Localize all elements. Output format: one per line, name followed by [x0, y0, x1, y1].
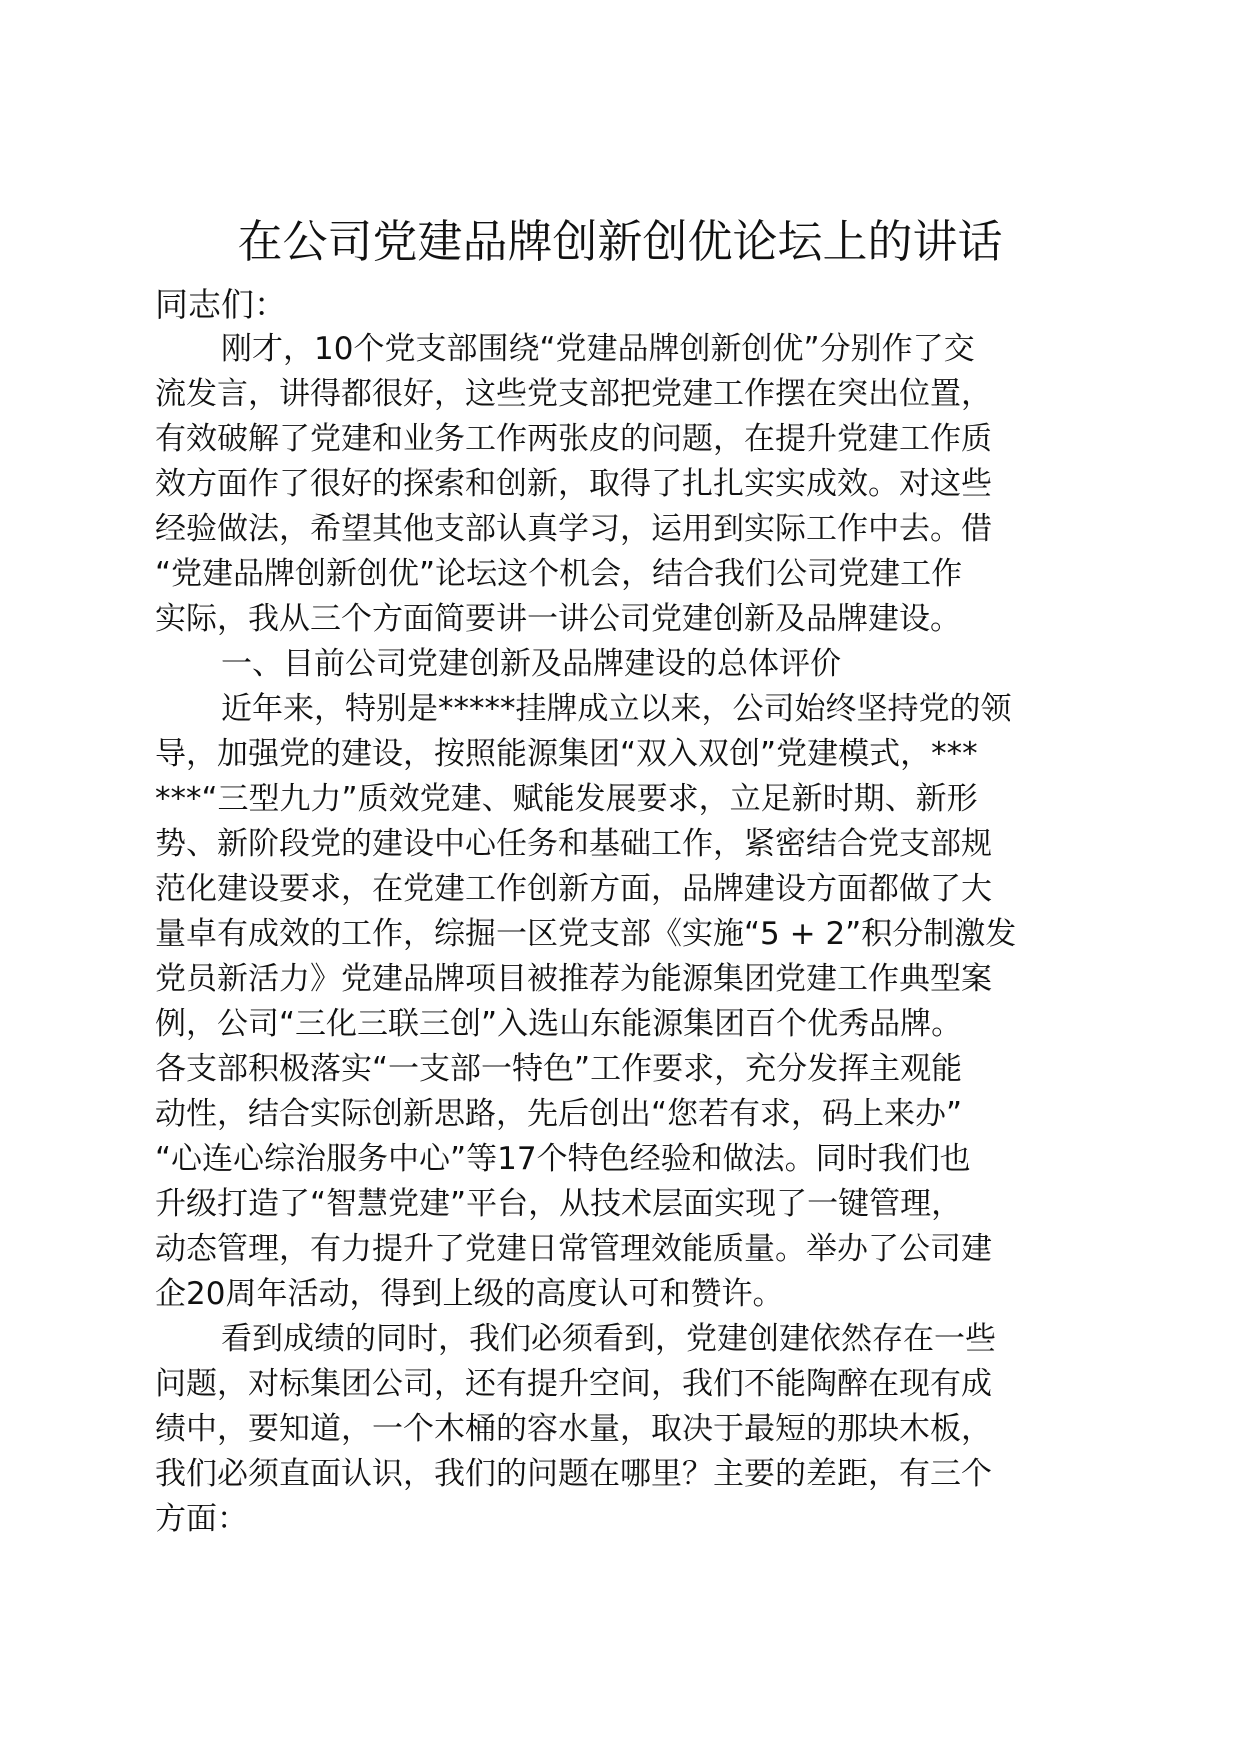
paragraph-3 [155, 1317, 1085, 1542]
paragraph-line: 动态管理，有力提升了党建日常管理效能质量。举办了公司建 [155, 1231, 992, 1267]
paragraph-line: “党建品牌创新创优”论坛这个机会，结合我们公司党建工作 [155, 556, 963, 592]
paragraph-line: 方面： [155, 1501, 248, 1537]
paragraph-2 [155, 687, 1085, 1317]
paragraph-line: 例，公司“三化三联三创”入选山东能源集团百个优秀品牌。 [155, 1006, 963, 1042]
paragraph-line: 实际，我从三个方面简要讲一讲公司党建创新及品牌建设。 [155, 601, 961, 637]
paragraph-line: 动性，结合实际创新思路，先后创出“您若有求，码上来办” [155, 1096, 963, 1132]
paragraph-line: 效方面作了很好的探索和创新，取得了扎扎实实成效。对这些 [155, 466, 992, 502]
paragraph-line: 绩中，要知道，一个木桶的容水量，取决于最短的那块木板， [155, 1411, 992, 1447]
section-heading-1: 一、目前公司党建创新及品牌建设的总体评价 [221, 646, 841, 682]
paragraph-line: 导，加强党的建设，按照能源集团“双入双创”党建模式，*** [155, 736, 978, 772]
paragraph-line: 近年来，特别是*****挂牌成立以来，公司始终坚持党的领 [221, 691, 1012, 727]
paragraph-line: 势、新阶段党的建设中心任务和基础工作，紧密结合党支部规 [155, 826, 992, 862]
paragraph-line: 流发言，讲得都很好，这些党支部把党建工作摆在突出位置， [155, 376, 992, 412]
salutation: 同志们： [155, 285, 287, 324]
paragraph-line: 量卓有成效的工作，综掘一区党支部《实施“5 + 2”积分制激发 [155, 916, 1017, 952]
paragraph-line: 企20周年活动，得到上级的高度认可和赞许。 [155, 1276, 784, 1312]
paragraph-1 [155, 327, 1085, 642]
paragraph-line: “心连心综治服务中心”等17个特色经验和做法。同时我们也 [155, 1141, 971, 1177]
paragraph-line: 问题，对标集团公司，还有提升空间，我们不能陶醉在现有成 [155, 1366, 992, 1402]
paragraph-line: ***“三型九力”质效党建、赋能发展要求，立足新时期、新形 [155, 781, 978, 817]
paragraph-line: 经验做法，希望其他支部认真学习，运用到实际工作中去。借 [155, 511, 992, 547]
paragraph-line: 有效破解了党建和业务工作两张皮的问题，在提升党建工作质 [155, 421, 992, 457]
paragraph-line: 我们必须直面认识，我们的问题在哪里？主要的差距，有三个 [155, 1456, 992, 1492]
paragraph-line: 范化建设要求，在党建工作创新方面，品牌建设方面都做了大 [155, 871, 992, 907]
paragraph-line: 刚才，10个党支部围绕“党建品牌创新创优”分别作了交 [221, 331, 975, 367]
document-title: 在公司党建品牌创新创优论坛上的讲话 [237, 215, 1003, 268]
paragraph-line: 党员新活力》党建品牌项目被推荐为能源集团党建工作典型案 [155, 961, 992, 997]
document-page [155, 212, 1085, 1542]
paragraph-line: 看到成绩的同时，我们必须看到，党建创建依然存在一些 [221, 1321, 996, 1357]
paragraph-line: 升级打造了“智慧党建”平台，从技术层面实现了一键管理， [155, 1186, 963, 1222]
paragraph-line: 各支部积极落实“一支部一特色”工作要求，充分发挥主观能 [155, 1051, 963, 1087]
